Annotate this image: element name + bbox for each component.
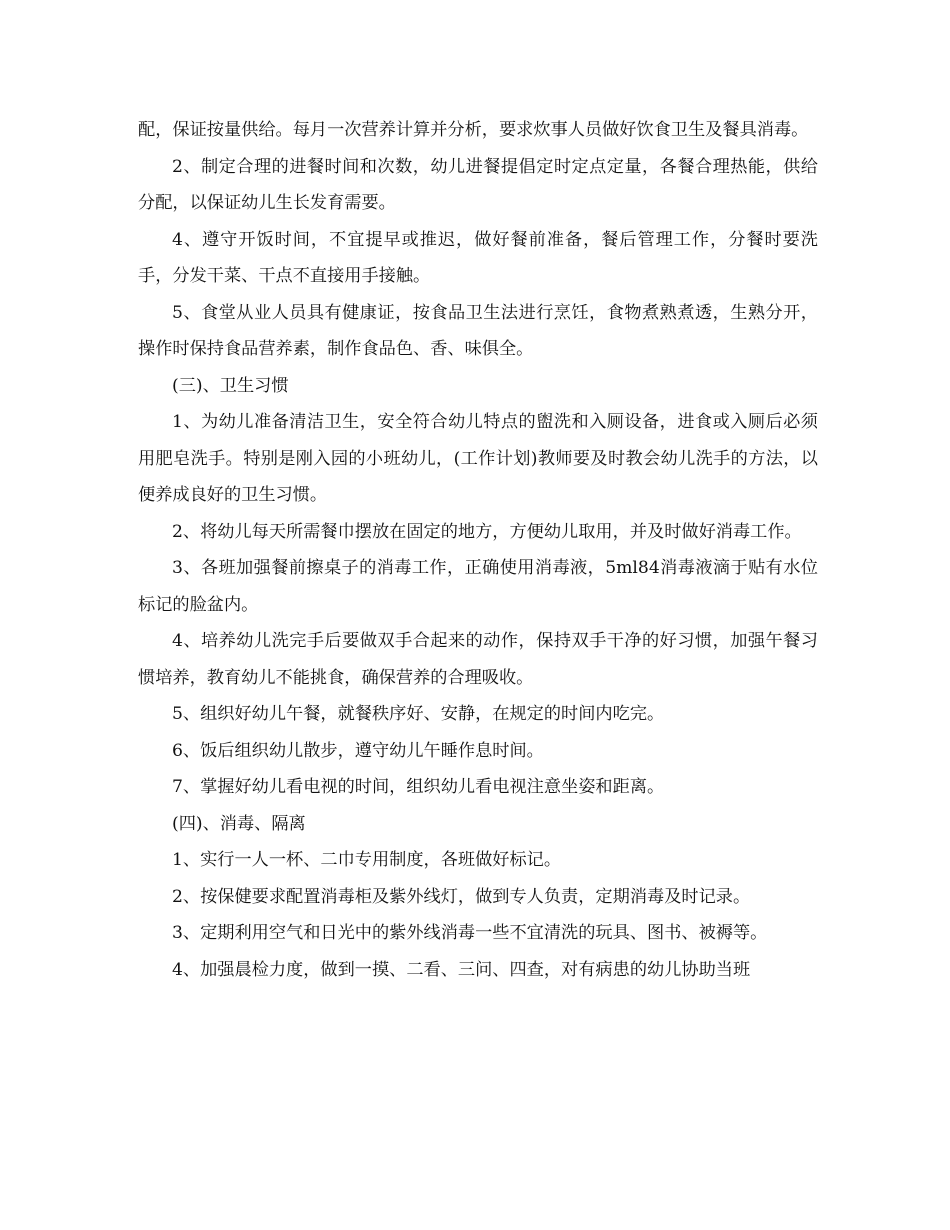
section-heading-disinfection-isolation: (四)、消毒、隔离 <box>172 813 306 834</box>
document-body <box>138 112 818 988</box>
paragraph: 6、饭后组织幼儿散步，遵守幼儿午睡作息时间。 <box>172 740 544 761</box>
paragraph: 5、组织好幼儿午餐，就餐秩序好、安静，在规定的时间内吃完。 <box>172 704 665 724</box>
paragraph: 配，保证按量供给。每月一次营养计算并分析，要求炊事人员做好饮食卫生及餐具消毒。 <box>138 120 809 140</box>
paragraph: 4、遵守开饭时间，不宜提早或推迟，做好餐前准备，餐后管理工作，分餐时要洗手，分发干菜、干点不直接用手接触。 <box>138 229 818 286</box>
paragraph: 3、定期利用空气和日光中的紫外线消毒一些不宜清洗的玩具、图书、被褥等。 <box>172 923 768 943</box>
paragraph: 1、为幼儿准备清洁卫生，安全符合幼儿特点的盥洗和入厕设备，进食或入厕后必须用肥皂洗手。特别是刚入园的小班幼儿，(工作计划)教师要及时教会幼儿洗手的方法，以便养成良好的卫生习惯。 <box>138 412 818 505</box>
paragraph: 4、加强晨检力度，做到一摸、二看、三问、四查，对有病患的幼儿协助当班 <box>172 959 751 980</box>
paragraph: 3、各班加强餐前擦桌子的消毒工作，正确使用消毒液，5ml84消毒液滴于贴有水位标记的脸盆内。 <box>138 558 818 615</box>
paragraph: 5、食堂从业人员具有健康证，按食品卫生法进行烹饪，食物煮熟煮透，生熟分开，操作时保持食品营养素，制作食品色、香、味俱全。 <box>138 302 818 359</box>
paragraph: 1、实行一人一杯、二巾专用制度，各班做好标记。 <box>172 850 562 870</box>
paragraph: 2、将幼儿每天所需餐巾摆放在固定的地方，方便幼儿取用，并及时做好消毒工作。 <box>172 521 802 542</box>
paragraph: 7、掌握好幼儿看电视的时间，组织幼儿看电视注意坐姿和距离。 <box>172 777 665 797</box>
paragraph: 2、制定合理的进餐时间和次数，幼儿进餐提倡定时定点定量，各餐合理热能，供给分配，以保证幼儿生长发育需要。 <box>138 156 818 213</box>
section-heading-hygiene-habits: (三)、卫生习惯 <box>172 375 289 396</box>
paragraph: 2、按保健要求配置消毒柜及紫外线灯，做到专人负责，定期消毒及时记录。 <box>172 886 751 907</box>
paragraph: 4、培养幼儿洗完手后要做双手合起来的动作，保持双手干净的好习惯，加强午餐习惯培养，教育幼儿不能挑食，确保营养的合理吸收。 <box>138 631 818 688</box>
